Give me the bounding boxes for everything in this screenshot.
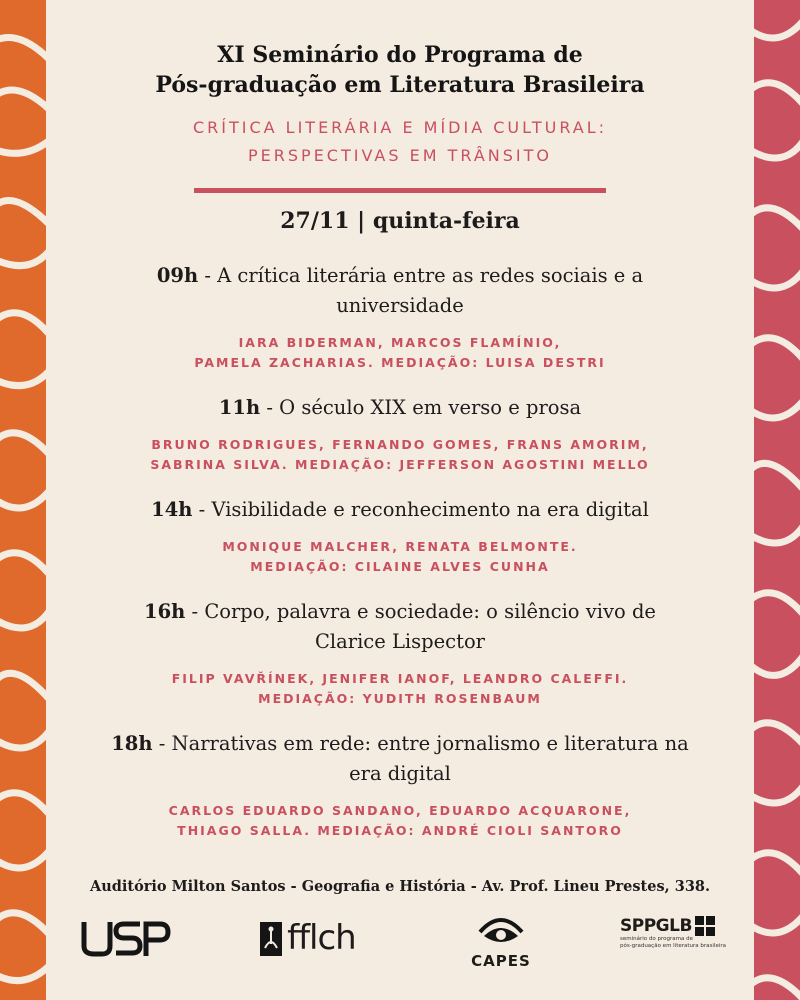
session-title: 16h - Corpo, palavra e sociedade: o silêncio vivo de Clarice Lispector <box>144 600 656 653</box>
seminar-title: XI Seminário do Programa de Pós-graduação em Literatura Brasileira <box>155 42 645 98</box>
fflch-emblem-icon <box>260 922 282 956</box>
divider-rule <box>194 188 606 193</box>
fflch-wordmark: fflch <box>287 918 356 958</box>
session-item <box>56 393 744 475</box>
poster-content <box>56 0 744 841</box>
session-item <box>56 495 744 577</box>
capes-emblem-icon <box>476 912 526 948</box>
session-speakers: MONIQUE MALCHER, RENATA BELMONTE. MEDIAÇÃO: CILAINE ALVES CUNHA <box>222 539 578 574</box>
sppglb-logo <box>620 916 726 950</box>
session-speakers: BRUNO RODRIGUES, FERNANDO GOMES, FRANS AMORIM, SABRINA SILVA. MEDIAÇÃO: JEFFERSON AGOSTINI MELLO <box>150 437 650 472</box>
right-decorative-stripe <box>754 0 800 1000</box>
session-item <box>56 729 744 841</box>
left-decorative-stripe <box>0 0 46 1000</box>
session-time: 16h <box>144 600 186 623</box>
usp-logo-mark <box>80 920 172 958</box>
session-time: 11h <box>218 396 261 419</box>
event-date: 27/11 | quinta-feira <box>280 208 520 234</box>
session-speakers: CARLOS EDUARDO SANDANO, EDUARDO ACQUARONE, THIAGO SALLA. MEDIAÇÃO: ANDRÉ CIOLI SANTORO <box>168 803 632 838</box>
session-title: 11h - O século XIX em verso e prosa <box>218 396 582 419</box>
session-item <box>56 261 744 373</box>
session-title: 09h - A crítica literária entre as redes sociais e a universidade <box>156 264 644 317</box>
session-title: 14h - Visibilidade e reconhecimento na era digital <box>151 498 649 521</box>
session-time: 09h <box>156 264 199 287</box>
session-speakers: FILIP VAVŘÍNEK, JENIFER IANOF, LEANDRO CALEFFI. MEDIAÇÃO: YUDITH ROSENBAUM <box>171 671 629 706</box>
session-time: 18h <box>111 732 153 755</box>
session-time: 14h <box>151 498 193 521</box>
session-speakers: IARA BIDERMAN, MARCOS FLAMÍNIO, PAMELA ZACHARIAS. MEDIAÇÃO: LUISA DESTRI <box>194 335 606 370</box>
fflch-logo <box>260 918 356 958</box>
venue-address: Auditório Milton Santos - Geografia e História - Av. Prof. Lineu Prestes, 338. <box>89 878 711 895</box>
sppglb-subtitle: seminário do programa de pós-graduação em literatura brasileira <box>620 936 727 949</box>
sppglb-grid-icon <box>695 916 715 936</box>
sppglb-wordmark: SPPGLB <box>620 916 692 936</box>
session-list <box>56 261 744 841</box>
capes-wordmark: CAPES <box>471 952 531 970</box>
sponsor-logos <box>0 912 800 982</box>
usp-logo <box>80 920 172 962</box>
seminar-subtitle: CRÍTICA LITERÁRIA E MÍDIA CULTURAL: PERSPECTIVAS EM TRÂNSITO <box>192 118 608 165</box>
session-title: 18h - Narrativas em rede: entre jornalismo e literatura na era digital <box>111 732 689 785</box>
capes-logo <box>466 912 536 970</box>
session-item <box>56 597 744 709</box>
